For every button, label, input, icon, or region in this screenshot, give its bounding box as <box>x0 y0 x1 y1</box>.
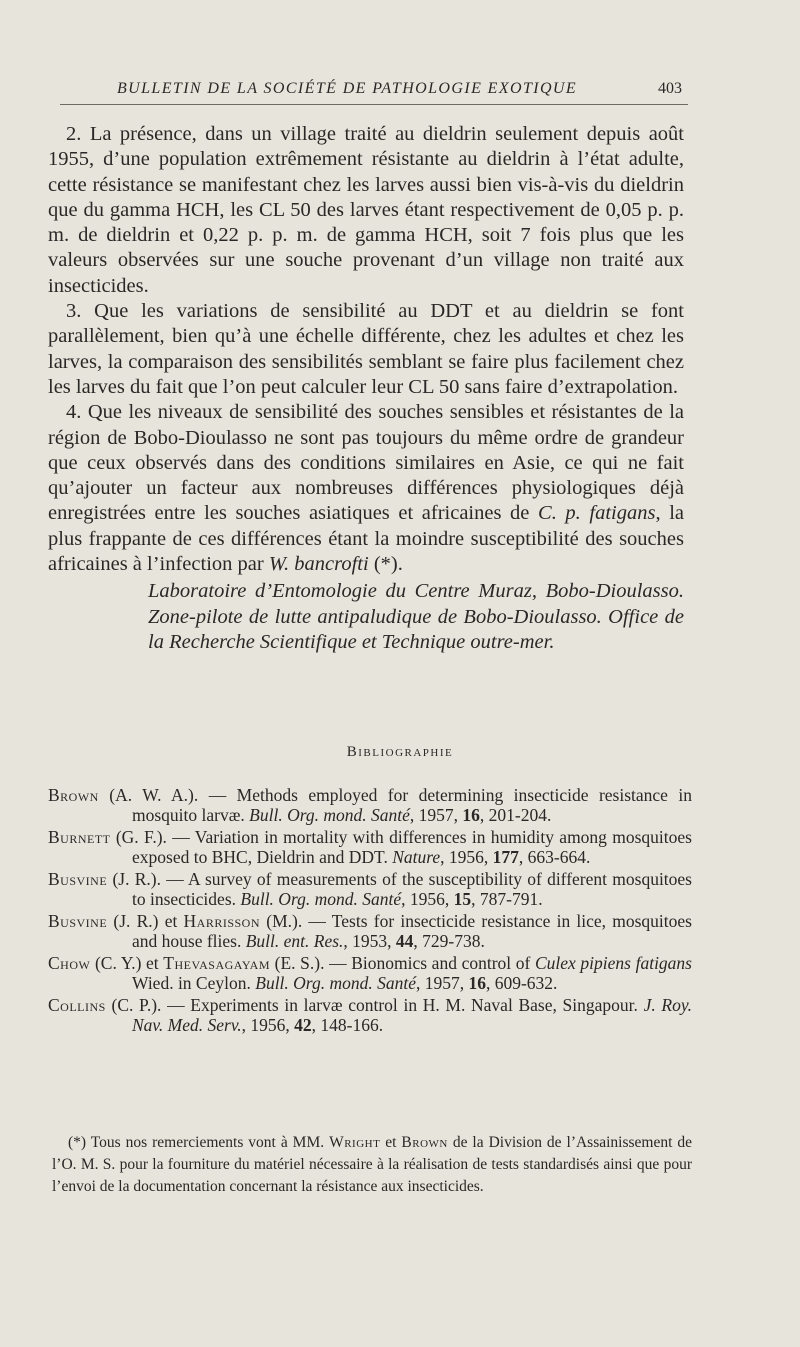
author-name: Busvine <box>48 869 108 889</box>
entry-year: , 1956, <box>401 888 454 909</box>
laboratory-acknowledgement: Laboratoire d’Entomologie du Centre Muraz, Bobo-Dioulasso. Zone-pilote de lutte antipaludique de Bobo-Dioulasso. Office de la Recherche Scientifique et Technique outre-mer. <box>148 580 684 653</box>
bibliography-entry <box>48 954 692 993</box>
entry-year: , 1956, <box>440 846 493 867</box>
volume-number: 44 <box>395 930 414 951</box>
paragraph-3: 3. Que les variations de sensibilité au DDT et au dieldrin se font parallèlement, bien qu’à une échelle différente, chez les adultes et chez les larves, la comparaison des sensibilités semblant se faire plus facilement chez les larves du fait que l’on peut calculer leur CL 50 sans faire d’extrapolation. <box>48 300 684 398</box>
footnote-text-c: de la Division de l’Assainissement de l’O. M. S. pour la fourniture du matériel nécessaire à la réalisation de tests standardisés ainsi que pour l’envoi de la documentation concernant la résistance aux insecticides. <box>52 1134 692 1195</box>
entry-text: (C. P.). — Experiments in larvæ control in H. M. Naval Base, Singapour. <box>105 995 644 1015</box>
entry-pages: , 609-632. <box>485 972 558 993</box>
bibliography-heading: Bibliographie <box>346 744 454 760</box>
bibliography-entry <box>48 870 692 909</box>
entry-text: Wied. in Ceylon. <box>132 972 256 993</box>
entry-year: , 1953, <box>343 930 396 951</box>
volume-number: 15 <box>453 888 472 909</box>
author-name: Busvine <box>48 911 108 931</box>
footnote-text-b: et <box>380 1134 402 1151</box>
entry-pages: , 148-166. <box>311 1014 384 1035</box>
entry-text: (C. Y.) et <box>90 953 164 973</box>
entry-pages: , 787-791. <box>471 888 543 909</box>
journal-name: J. Roy. Nav. Med. Serv. <box>132 995 692 1035</box>
person-name: Brown <box>401 1134 448 1151</box>
volume-number: 42 <box>294 1014 312 1035</box>
journal-title: BULLETIN DE LA SOCIÉTÉ DE PATHOLOGIE EXOTIQUE <box>117 80 578 97</box>
entry-pages: , 663-664. <box>518 846 591 867</box>
entry-text: (J. R.) et <box>107 911 184 931</box>
paragraph-4-text-b: , la plus frappante de ces différences étant la moindre susceptibilité des souches africaines à l’infection par <box>48 502 684 576</box>
journal-name: Bull. Org. mond. Santé <box>249 804 410 825</box>
running-header <box>60 78 688 105</box>
species-name: C. p. fatigans <box>538 502 656 525</box>
entry-year: , 1957, <box>409 804 463 825</box>
volume-number: 16 <box>462 804 480 825</box>
page-number: 403 <box>658 80 682 97</box>
footnote-text-a: (*) Tous nos remerciements vont à MM. <box>68 1134 330 1151</box>
bibliography-entry <box>48 912 692 951</box>
journal-name: Bull. ent. Res. <box>245 930 344 951</box>
species-name: Culex pipiens fatigans <box>534 953 692 973</box>
author-name: Burnett <box>48 827 111 847</box>
entry-year: , 1957, <box>415 972 469 993</box>
footnote <box>52 1132 692 1198</box>
paragraph-4 <box>48 400 684 577</box>
bibliography-entry <box>48 828 692 867</box>
bibliography-list <box>48 786 692 1038</box>
entry-text: (A. W. A.). — Methods employed for determining insecticide resistance in mosquito larvæ. <box>98 785 692 825</box>
volume-number: 16 <box>468 972 486 993</box>
entry-text: (G. F.). — Variation in mortality with differences in humidity among mosquitoes exposed to BHC, Dieldrin and DDT. <box>110 827 692 867</box>
journal-name: Bull. Org. mond. Santé <box>240 888 402 909</box>
author-name: Thevasagayam <box>163 953 271 973</box>
entry-year: , 1956, <box>241 1014 295 1035</box>
entry-text: (M.). — Tests for insecticide resistance in lice, mosquitoes and house flies. <box>132 911 692 951</box>
footnote-text <box>52 1132 692 1198</box>
entry-pages: , 201-204. <box>479 804 552 825</box>
paragraph-2: 2. La présence, dans un village traité au dieldrin seulement depuis août 1955, d’une population extrêmement résistante au dieldrin à l’état adulte, cette résistance se manifestant chez les larves aussi bien vis-à-vis du dieldrin que du gamma HCH, les CL 50 des larves étant respectivement de 0,05 p. p. m. de dieldrin et 0,22 p. p. m. de gamma HCH, soit 7 fois plus que les valeurs observées sur une souche provenant d’un village non traité aux insecticides. <box>48 123 684 297</box>
bibliography-entry <box>48 786 692 825</box>
paragraph-4-text-c: (*). <box>368 553 403 576</box>
journal-name: Nature <box>392 846 441 867</box>
bibliography-entry <box>48 996 692 1035</box>
journal-name: Bull. Org. mond. Santé <box>255 972 416 993</box>
entry-pages: , 729-738. <box>413 930 485 951</box>
author-name: Brown <box>48 785 99 805</box>
author-name: Collins <box>48 995 106 1015</box>
author-name: Chow <box>48 953 91 973</box>
body-text <box>48 122 684 655</box>
entry-text: (E. S.). — Bionomics and control of <box>270 953 535 973</box>
volume-number: 177 <box>492 846 519 867</box>
person-name: Wright <box>329 1134 381 1151</box>
author-name: Harrisson <box>183 911 261 931</box>
entry-text: (J. R.). — A survey of measurements of the susceptibility of different mosquitoes to insecticides. <box>107 869 692 909</box>
paragraph-4-text-a: 4. Que les niveaux de sensibilité des souches sensibles et résistantes de la région de Bobo-Dioulasso ne sont pas toujours du même ordre de grandeur que ceux observés dans des conditions similaires en Asie, ce qui ne fait qu’ajouter un facteur aux nombreuses différences physiologiques déjà enregistrées entre les souches asiatiques et africaines de <box>48 401 684 525</box>
species-name: W. bancrofti <box>268 553 369 576</box>
